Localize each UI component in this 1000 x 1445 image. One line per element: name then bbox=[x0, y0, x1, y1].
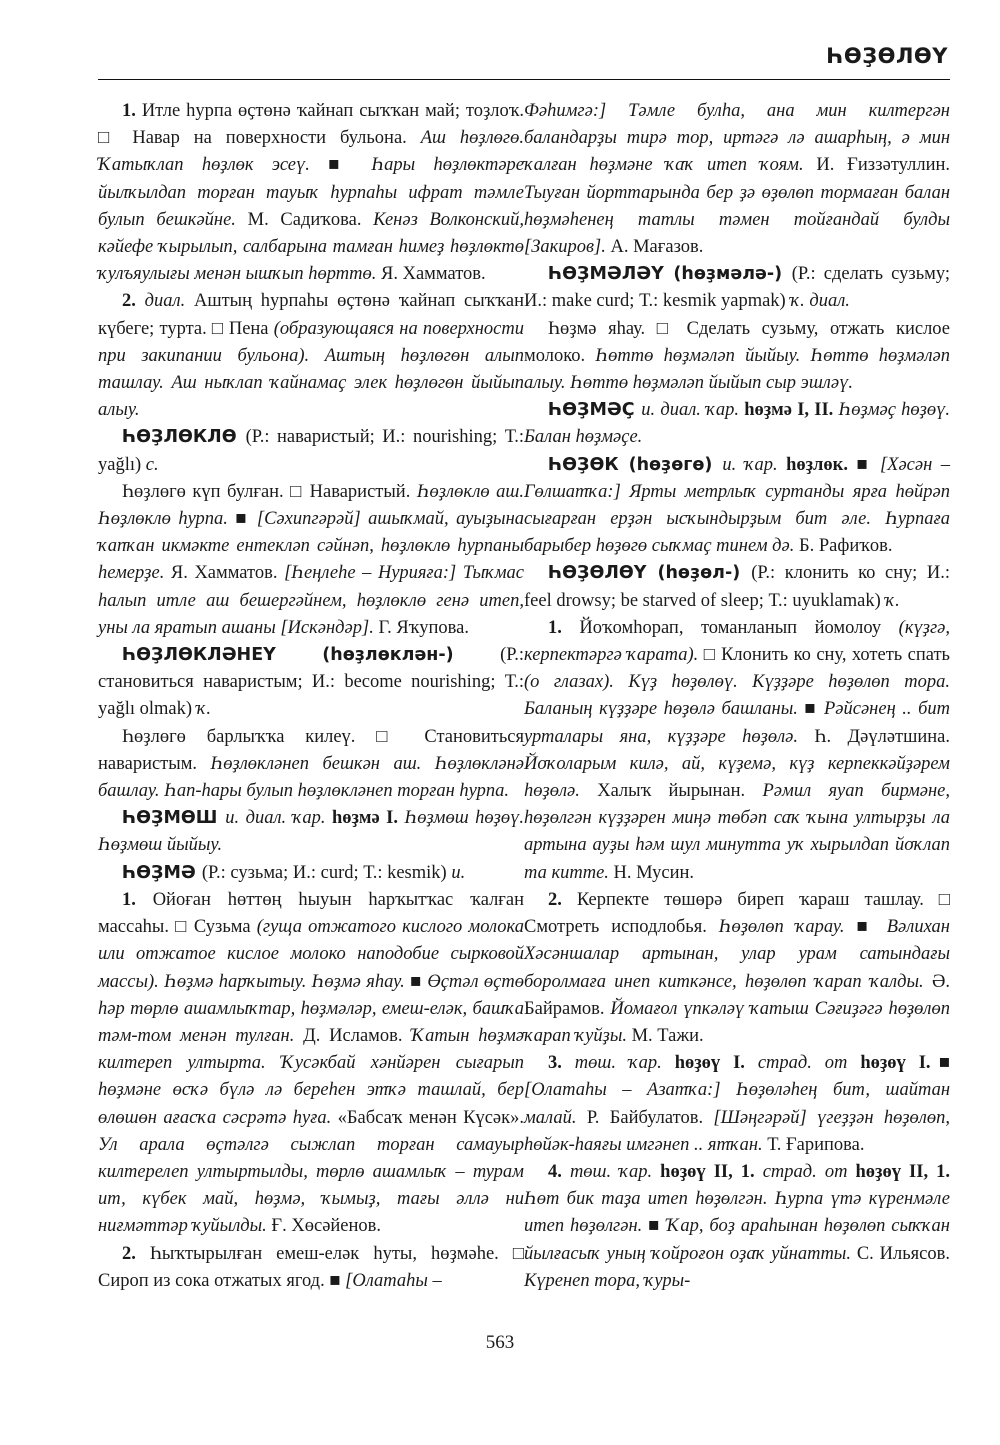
body-text: Итле һурпа өҫтөнә ҡайнап сыҡҡан май; тоҙлоҡ. □ Навар на поверхности бульона. bbox=[98, 101, 524, 149]
bold-text: һөҙөү II, 1. bbox=[855, 1161, 951, 1182]
bold-text: һөҙөү I. bbox=[860, 1053, 931, 1074]
dictionary-paragraph bbox=[98, 642, 524, 724]
running-head: ҺӨҘӨЛӨҮ bbox=[826, 44, 948, 68]
bold-text: 2. bbox=[122, 291, 145, 312]
dictionary-paragraph bbox=[524, 1159, 950, 1295]
italic-text: страд. от bbox=[757, 1053, 861, 1074]
dictionary-paragraph bbox=[524, 261, 950, 315]
bold-text: 1. bbox=[548, 617, 580, 638]
bold-text: һөҙөү I. bbox=[674, 1053, 758, 1074]
italic-text: (образующаяся на поверхности при закипании бульона). Аштың һөҙлөгөн алып ташлау. Аш ныҡлап ҡайнамаҫ элек һөҙлөгөн йыйып алыу. bbox=[98, 318, 524, 421]
bold-text: 2. bbox=[548, 889, 577, 910]
italic-text: төш. ҡар. bbox=[569, 1161, 661, 1182]
body-text: Һөҙмә яһау. □ Сделать сузьму, отжать кислое молоко. bbox=[524, 318, 950, 366]
body-text: Т. Ғарипова. bbox=[767, 1134, 865, 1155]
headword: ҺӨҘМӘ bbox=[122, 862, 202, 883]
dictionary-paragraph bbox=[524, 316, 950, 398]
dictionary-paragraph bbox=[524, 452, 950, 561]
italic-text: Һөҙмөш һөҙөү. Һөҙмөш йыйыу. bbox=[98, 808, 524, 856]
body-text: Һыҡтырылған емеш-еләк һуты, һөҙмәһе. □ Сироп из сока отжатых ягод. ■ bbox=[98, 1243, 524, 1291]
body-text: И. Ғиззәтуллин. bbox=[816, 155, 950, 176]
italic-text: Һөҙмәҫ һөҙөү. Балан һөҙмәҫе. bbox=[524, 400, 950, 448]
headword: ҺӨҘЛӨКЛӨ bbox=[122, 427, 246, 448]
headword: ҺӨҘМӨШ bbox=[122, 808, 226, 829]
italic-text: ҡ. диал. bbox=[790, 291, 850, 312]
headword: ҺӨҘӨК (һөҙөгө) bbox=[548, 454, 723, 475]
headword: ҺӨҘЛӨКЛӘНЕҮ (һөҙлөклән-) bbox=[122, 645, 501, 666]
italic-text: Тыуған йорттарында бер ҙә өҙөлөп тормаған балан һөҙмәһенең татлы тәмен тойғандай булды [Закиров]. bbox=[524, 182, 950, 258]
body-text: Һөҙлөгө күп булған. □ Наваристый. bbox=[122, 481, 417, 502]
body-text: Халыҡ йырынан. bbox=[597, 781, 763, 802]
dictionary-paragraph bbox=[98, 424, 524, 478]
body-text: (Р.: сделать сузьму; И.: make curd; Т.: kesmik yapmak) bbox=[524, 264, 950, 312]
italic-text: [Хәсән – Гөлшатҡа:] Ярты метрлыҡ суртанды ярға һөйрәп сығарған ерҙән ысҡындырҙым бит әле. Һурпаға барыбер һөҙөгө сыҡмаҫ тинем дә. bbox=[524, 454, 951, 557]
italic-text: Рәмил яуап бирмәне, һөҙөлгән күҙҙәрен миңә төбәп саҡ ҡына ултырҙы ла артына ауҙы һәм шул минутта уҡ хырылдап йоҡлап та китте. bbox=[524, 781, 950, 883]
dictionary-paragraph bbox=[98, 479, 524, 642]
right-column bbox=[524, 98, 950, 1295]
italic-text: и. диал. ҡар. bbox=[225, 808, 332, 829]
body-text: Һөҙлөгө барлыҡҡа килеү. □ Становиться наваристым. bbox=[98, 726, 524, 774]
dictionary-paragraph bbox=[524, 560, 950, 614]
italic-text: и. bbox=[451, 862, 466, 883]
body-text: Йоҡомһорап, томанланып йомолоу bbox=[579, 617, 899, 638]
body-text: Ғ. Хөсәйенов. bbox=[271, 1216, 382, 1237]
italic-text: (гуща отжатого кислого молока или отжатое кислое молоко наподобие сырковой массы). Һөҙмә һарҡытыу. Һөҙмә яһау. ■ Өҫтәл өҫтө һәр төрлө ашамлыҡтар, һөҙмәләр, емеш-еләк, башҡа тәм-том менән тулған. bbox=[98, 917, 525, 1046]
italic-text: ҡ. bbox=[196, 699, 212, 720]
italic-text: Һөт бик таҙа итеп һөҙөлгән. Һурпа үтә күренмәле итеп һөҙөлгән. ■ Ҡар, боҙ араһынан һөҙөлөп сыҡҡан йылғасыҡ уның ҡойроғон оҙаҡ уйнатты. bbox=[524, 1189, 950, 1264]
body-text: Г. Яҡупова. bbox=[378, 617, 469, 638]
dictionary-paragraph bbox=[98, 724, 524, 806]
body-text: Р. Байбулатов. bbox=[586, 1107, 714, 1128]
italic-text: Һөттө һөҙмәләп йыйыу. Һөттө һөҙмәләп алыу. Һөттө һөҙмәләп йыйып сыр эшләү. bbox=[524, 345, 950, 394]
bold-text: 2. bbox=[122, 1243, 150, 1264]
bold-text: 1. bbox=[122, 101, 142, 121]
italic-text: төш. ҡар. bbox=[574, 1053, 675, 1074]
body-text: □ Клонить ко сну, хотеть спать bbox=[703, 645, 950, 666]
headword: ҺӨҘМӘҪ bbox=[548, 400, 642, 421]
page-number: 563 bbox=[485, 1332, 515, 1353]
italic-text: Фәһимгә:] Тәмле булһа, ана мин килтергән баландарҙы тирә тор, иртәгә лә ашарһың, ә мин ҡалған һөҙмәне ҡаҡ итеп ҡоям. bbox=[524, 101, 950, 176]
italic-text: ■ [Олатаһы – Азатҡа:] Һөҙөләһең бит, шайтан малай. bbox=[524, 1053, 950, 1128]
bold-text: 3. bbox=[548, 1053, 575, 1074]
dictionary-paragraph bbox=[524, 397, 950, 451]
italic-text: и. диал. ҡар. bbox=[641, 400, 745, 421]
body-text: Аштың һурпаһы өҫтөнә ҡайнап сыҡҡан күбеге; турта. □ Пена bbox=[98, 291, 524, 339]
italic-text: ҡ. bbox=[885, 590, 900, 611]
body-text: А. Мағазов. bbox=[610, 237, 704, 258]
dictionary-paragraph bbox=[524, 1050, 950, 1159]
body-text: (Р.: клонить ко сну; И.: feel drowsy; be starved of sleep; Т.: uyuklamak) bbox=[524, 563, 950, 611]
bold-text: 1. bbox=[122, 889, 153, 910]
dictionary-paragraph bbox=[98, 805, 524, 859]
italic-text: (о глазах). Күҙ һөҙөлөү. Күҙҙәре һөҙөлөп тора. Баланың күҙҙәре һөҙөлә башланы. ■ Рәйсәнең .. бит урталары яна, күҙҙәре һөҙөлә. bbox=[524, 672, 950, 747]
body-text: (Р.: сузьма; И.: curd; Т.: kesmik) bbox=[201, 862, 452, 883]
body-text: Д. Исламов. bbox=[303, 1025, 412, 1046]
body-text: Я. Хамматов. bbox=[170, 563, 285, 584]
body-text: Һ. Дәүләтшина. bbox=[814, 726, 950, 747]
dictionary-paragraph bbox=[98, 887, 524, 1241]
body-text: Н. Мусин. bbox=[613, 862, 695, 883]
bold-text: һөҙмә I, II. bbox=[744, 400, 839, 421]
italic-text: Аш һөҙлөгө. Ҡатыҡлап һөҙлөк эсеү. ■ Һары һөҙлөктәре йылҡылдап торған тауыҡ һурпаһы ифрат тәмле булып бешкәйне. bbox=[98, 128, 524, 230]
dictionary-paragraph bbox=[524, 887, 950, 1050]
bold-text: һөҙөү II, 1. bbox=[660, 1161, 763, 1182]
body-text: ■ bbox=[856, 454, 880, 475]
body-text: Ә. Байрамов. bbox=[524, 971, 950, 1019]
left-column bbox=[98, 98, 524, 1295]
body-text: (Р.: наваристый; И.: nourishing; Т.: yağlı) bbox=[98, 427, 524, 475]
italic-text: Һөҙөлөп ҡарау. ■ Вәлихан Хәсәншалар артынан, улар урам сатындағы боролмаға инеп киткәнсе, һөҙөлөп ҡарап ҡалды. bbox=[524, 917, 950, 992]
body-text: Керпекте төшөрә биреп ҡараш ташлау. □ Смотреть исподлобья. bbox=[524, 889, 950, 938]
body-text: «Бабсаҡ менән Күсәк». bbox=[337, 1107, 524, 1128]
headword: ҺӨҘӨЛӨҮ (һөҙөл-) bbox=[548, 563, 752, 584]
italic-text: [Һеңлеһе – Нурияға:] Тыҡмас һалып итле аш бешергәйнем, һөҙлөклө генә итеп, уны ла яратып ашаны [Искәндәр]. bbox=[98, 563, 524, 638]
italic-text: Һөҙлөклө аш. Һөҙлөклө һурпа. ■ [Сәхипгәрәй] ашыҡмай, ауыҙына ҡапҡан икмәкте ентекләп сәйнәп, һөҙлөклө һурпаны һемерҙе. bbox=[98, 481, 524, 584]
body-text: Я. Хамматов. bbox=[381, 264, 486, 285]
body-text: М. Садиҡова. bbox=[247, 209, 374, 230]
headword: ҺӨҘМӘЛӘҮ (һөҙмәлә-) bbox=[548, 264, 792, 285]
dictionary-paragraph bbox=[98, 98, 524, 288]
italic-text: Күренеп тора, ҡуры- bbox=[524, 1270, 691, 1291]
italic-text: Йомағол үпкәләү ҡатыш Сәғиҙәгә һөҙөлөп ҡарап ҡуйҙы. bbox=[524, 998, 950, 1046]
italic-text: Һөҙлөкләнеп бешкән аш. Һөҙлөкләнә башлау. Һап-һары булып һөҙлөкләнеп торған һурпа. bbox=[98, 753, 524, 802]
dictionary-paragraph bbox=[98, 288, 524, 424]
body-text: М. Тажи. bbox=[631, 1025, 704, 1046]
bold-text: һөҙмә I. bbox=[331, 808, 405, 829]
body-text: Б. Рафиҡов. bbox=[798, 536, 893, 557]
italic-text: с. bbox=[145, 454, 159, 475]
italic-text: диал. bbox=[144, 291, 194, 312]
body-text: С. Ильясов. bbox=[856, 1243, 951, 1264]
bold-text: һөҙлөк. bbox=[786, 454, 857, 475]
dictionary-paragraph bbox=[98, 860, 524, 887]
dictionary-paragraph bbox=[98, 1241, 524, 1295]
italic-text: (күҙгә, керпектәргә ҡарата). bbox=[524, 617, 950, 666]
italic-text: Йоҡоларым килә, ай, күҙемә, күҙ керпеккәйҙәрем һөҙөлә. bbox=[524, 753, 950, 802]
body-text: Ойоған һөттөң һыуын һарҡытҡас ҡалған массаһы. □ Сузьма bbox=[98, 889, 524, 938]
italic-text: страд. от bbox=[762, 1161, 856, 1182]
body-text: (Р.: становиться наваристым; И.: become nourishing; Т.: yağlı olmak) bbox=[98, 645, 524, 720]
dictionary-paragraph bbox=[524, 615, 950, 887]
bold-text: 4. bbox=[548, 1161, 570, 1182]
italic-text: и. ҡар. bbox=[722, 454, 787, 475]
dictionary-paragraph bbox=[524, 98, 950, 261]
italic-text: [Шәңгәрәй] үгеҙҙән һөҙөлөп, һөйәк-һаяғы имгәнеп .. ятҡан. bbox=[524, 1107, 950, 1155]
italic-text: Ҡатын һөҙмә килтереп ултырта. Ҡусәкбай хәнйәрен сығарып һөҙмәне өсҡә бүлә лә береһен этҡә ташлай, бер өлөшөн ағасҡа сәсрәтә һуға. bbox=[98, 1025, 524, 1128]
header-rule bbox=[98, 79, 950, 80]
italic-text: Ул арала өҫтәлгә сыжлап торған самауыр килтерелеп ултыртылды, төрлө ашамлыҡ – турам ит, күбек май, һөҙмә, ҡымыҙ, тағы әллә ни ниғмәттәр ҡуйылды. bbox=[98, 1134, 524, 1237]
italic-text: Кенәз Волконский, кәйефе ҡырылып, салбарына тамған һимеҙ һөҙлөктө ҡулъяулығы менән ышҡып һөрттө. bbox=[98, 209, 524, 285]
italic-text: [Олатаһы – bbox=[345, 1270, 442, 1291]
